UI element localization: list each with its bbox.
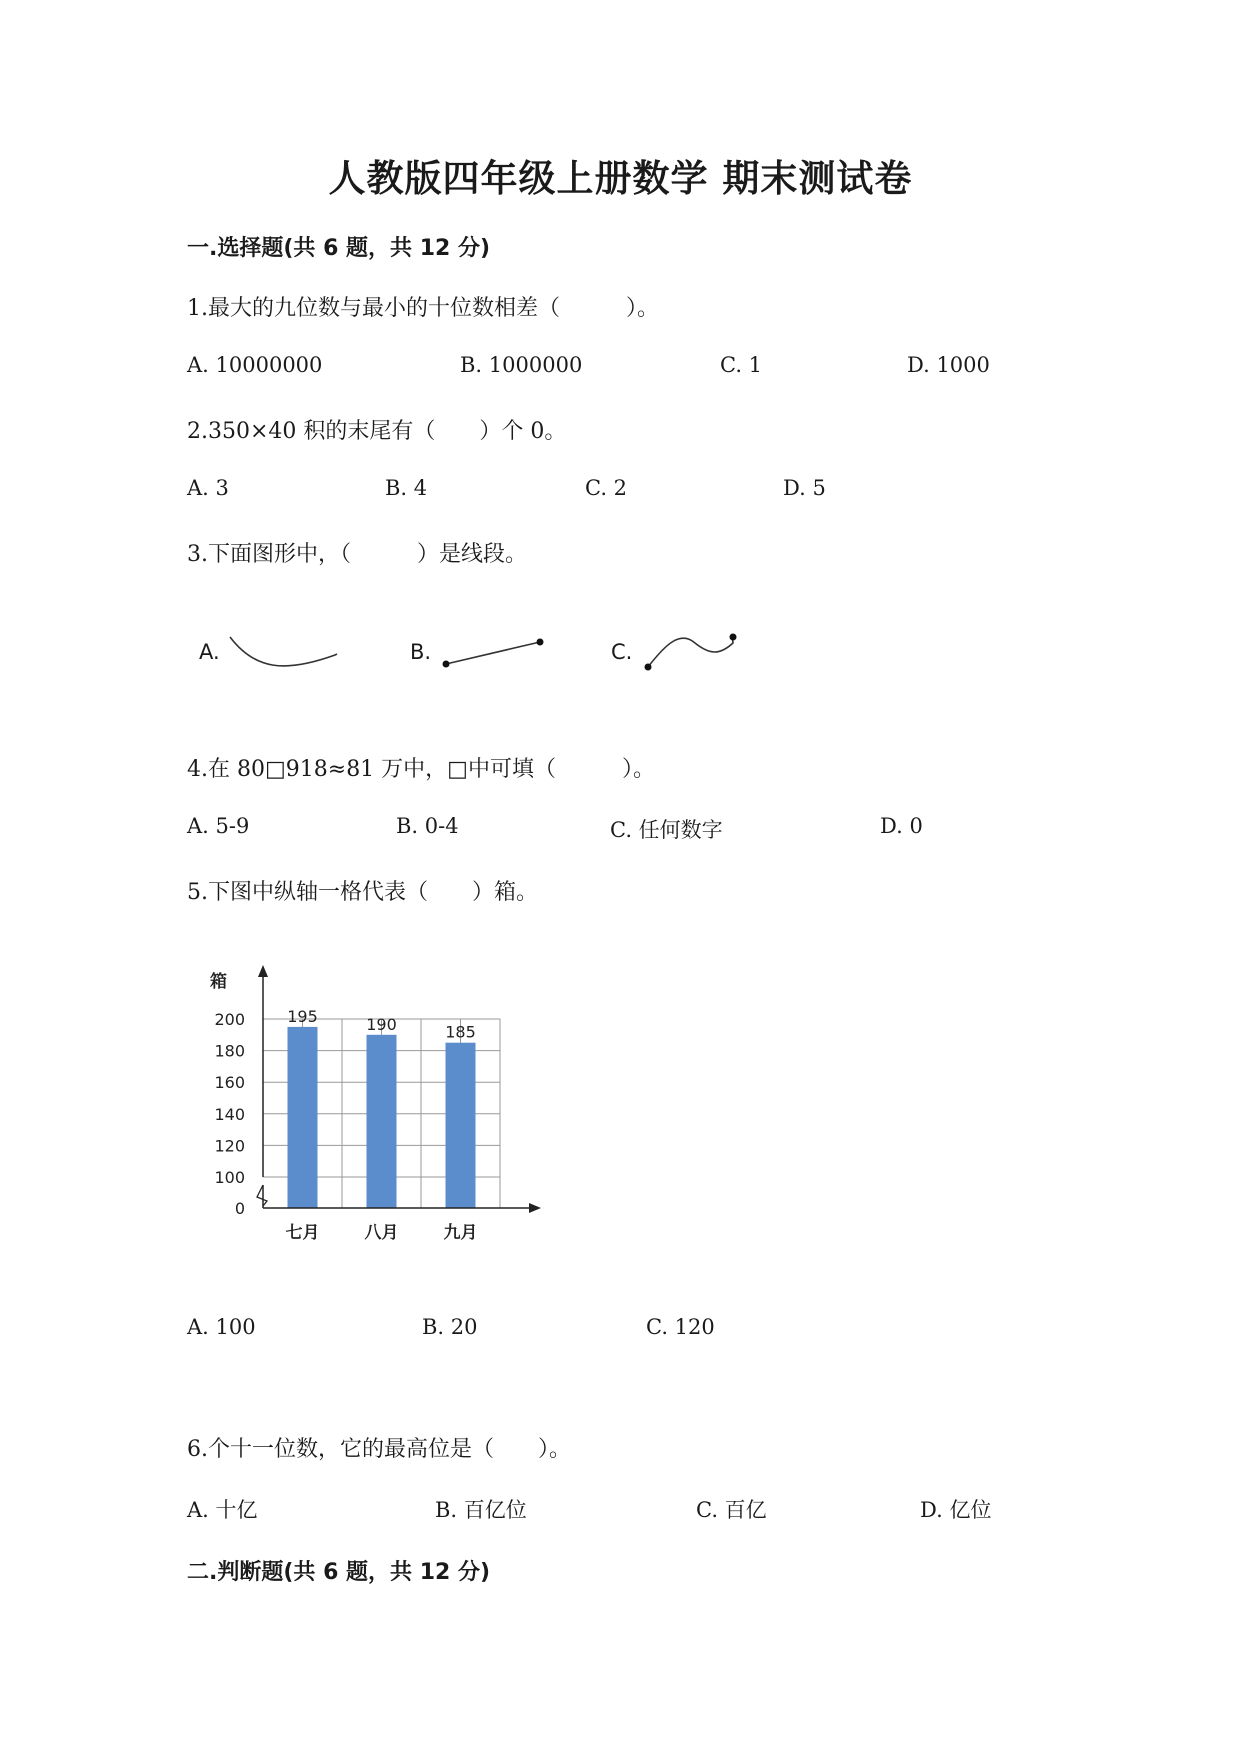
question-1: 1.最大的九位数与最小的十位数相差（ ）。	[187, 296, 659, 321]
bar	[288, 1027, 318, 1208]
q2-option-d: D. 5	[783, 476, 826, 500]
q2-option-a: A. 3	[187, 476, 229, 500]
question-5: 5.下图中纵轴一格代表（ ）箱。	[187, 880, 538, 905]
chart-bars	[288, 1027, 476, 1208]
figure-b-endpoint-left	[443, 661, 450, 668]
y-tick-label: 0	[234, 1199, 245, 1218]
figure-label-b: B.	[410, 640, 432, 664]
question-6: 6.个十一位数，它的最高位是（ ）。	[187, 1437, 571, 1462]
data-label: 195	[287, 1006, 318, 1026]
q1-option-b: B. 1000000	[460, 353, 583, 377]
q6-option-a: A. 十亿	[187, 1498, 258, 1522]
y-tick-label: 200	[214, 1010, 245, 1029]
x-axis-arrow	[529, 1203, 541, 1213]
q1-option-d: D. 1000	[907, 353, 990, 377]
axis-break-mark	[257, 1185, 267, 1206]
q5-option-a: A. 100	[187, 1315, 256, 1339]
y-tick-label: 120	[214, 1136, 245, 1156]
y-tick-label: 180	[214, 1041, 245, 1061]
question-2: 2.350×40 积的末尾有（ ）个 0。	[187, 419, 567, 444]
q4-option-a: A. 5-9	[187, 814, 250, 838]
bar-chart	[195, 955, 565, 1255]
q1-option-c: C. 1	[720, 353, 763, 377]
bar	[446, 1043, 476, 1208]
y-tick-label: 100	[214, 1168, 245, 1187]
figure-label-a: A.	[199, 640, 220, 664]
line-figures	[225, 625, 745, 675]
data-label: 185	[445, 1022, 476, 1042]
q6-option-c: C. 百亿	[696, 1498, 767, 1522]
figure-a-curve	[230, 637, 337, 666]
y-tick-label: 140	[214, 1104, 245, 1124]
q6-option-d: D. 亿位	[920, 1498, 992, 1522]
q5-option-c: C. 120	[646, 1315, 715, 1339]
y-axis-arrow	[258, 965, 268, 977]
category-label: 七月	[285, 1223, 320, 1243]
figure-c-endpoint-right	[730, 634, 737, 641]
q2-option-b: B. 4	[385, 476, 428, 500]
chart-ylabel: 箱	[210, 972, 227, 992]
q1-option-a: A. 10000000	[187, 353, 323, 377]
q4-option-c: C. 任何数字	[610, 818, 723, 842]
bar	[367, 1035, 397, 1208]
q4-option-b: B. 0-4	[396, 814, 459, 838]
q4-option-d: D. 0	[880, 814, 923, 838]
section-heading-choice: 一.选择题(共 6 题，共 12 分)	[187, 236, 491, 261]
figure-c-wave	[648, 635, 733, 667]
q6-option-b: B. 百亿位	[435, 1498, 527, 1522]
y-tick-label: 160	[214, 1073, 245, 1093]
figure-c-endpoint-left	[645, 664, 652, 671]
q5-option-b: B. 20	[422, 1315, 478, 1339]
category-label: 九月	[443, 1223, 478, 1243]
section-heading-judge: 二.判断题(共 6 题，共 12 分)	[187, 1560, 491, 1585]
question-3: 3.下面图形中，（ ）是线段。	[187, 542, 527, 567]
figure-label-c: C.	[611, 640, 633, 664]
q2-option-c: C. 2	[585, 476, 628, 500]
category-label: 八月	[364, 1223, 399, 1243]
data-label: 190	[366, 1014, 397, 1034]
figure-b-segment	[446, 642, 540, 664]
figure-b-endpoint-right	[537, 639, 544, 646]
question-4: 4.在 80□918≈81 万中，□中可填（ ）。	[187, 757, 655, 782]
page-title: 人教版四年级上册数学 期末测试卷	[328, 157, 913, 200]
